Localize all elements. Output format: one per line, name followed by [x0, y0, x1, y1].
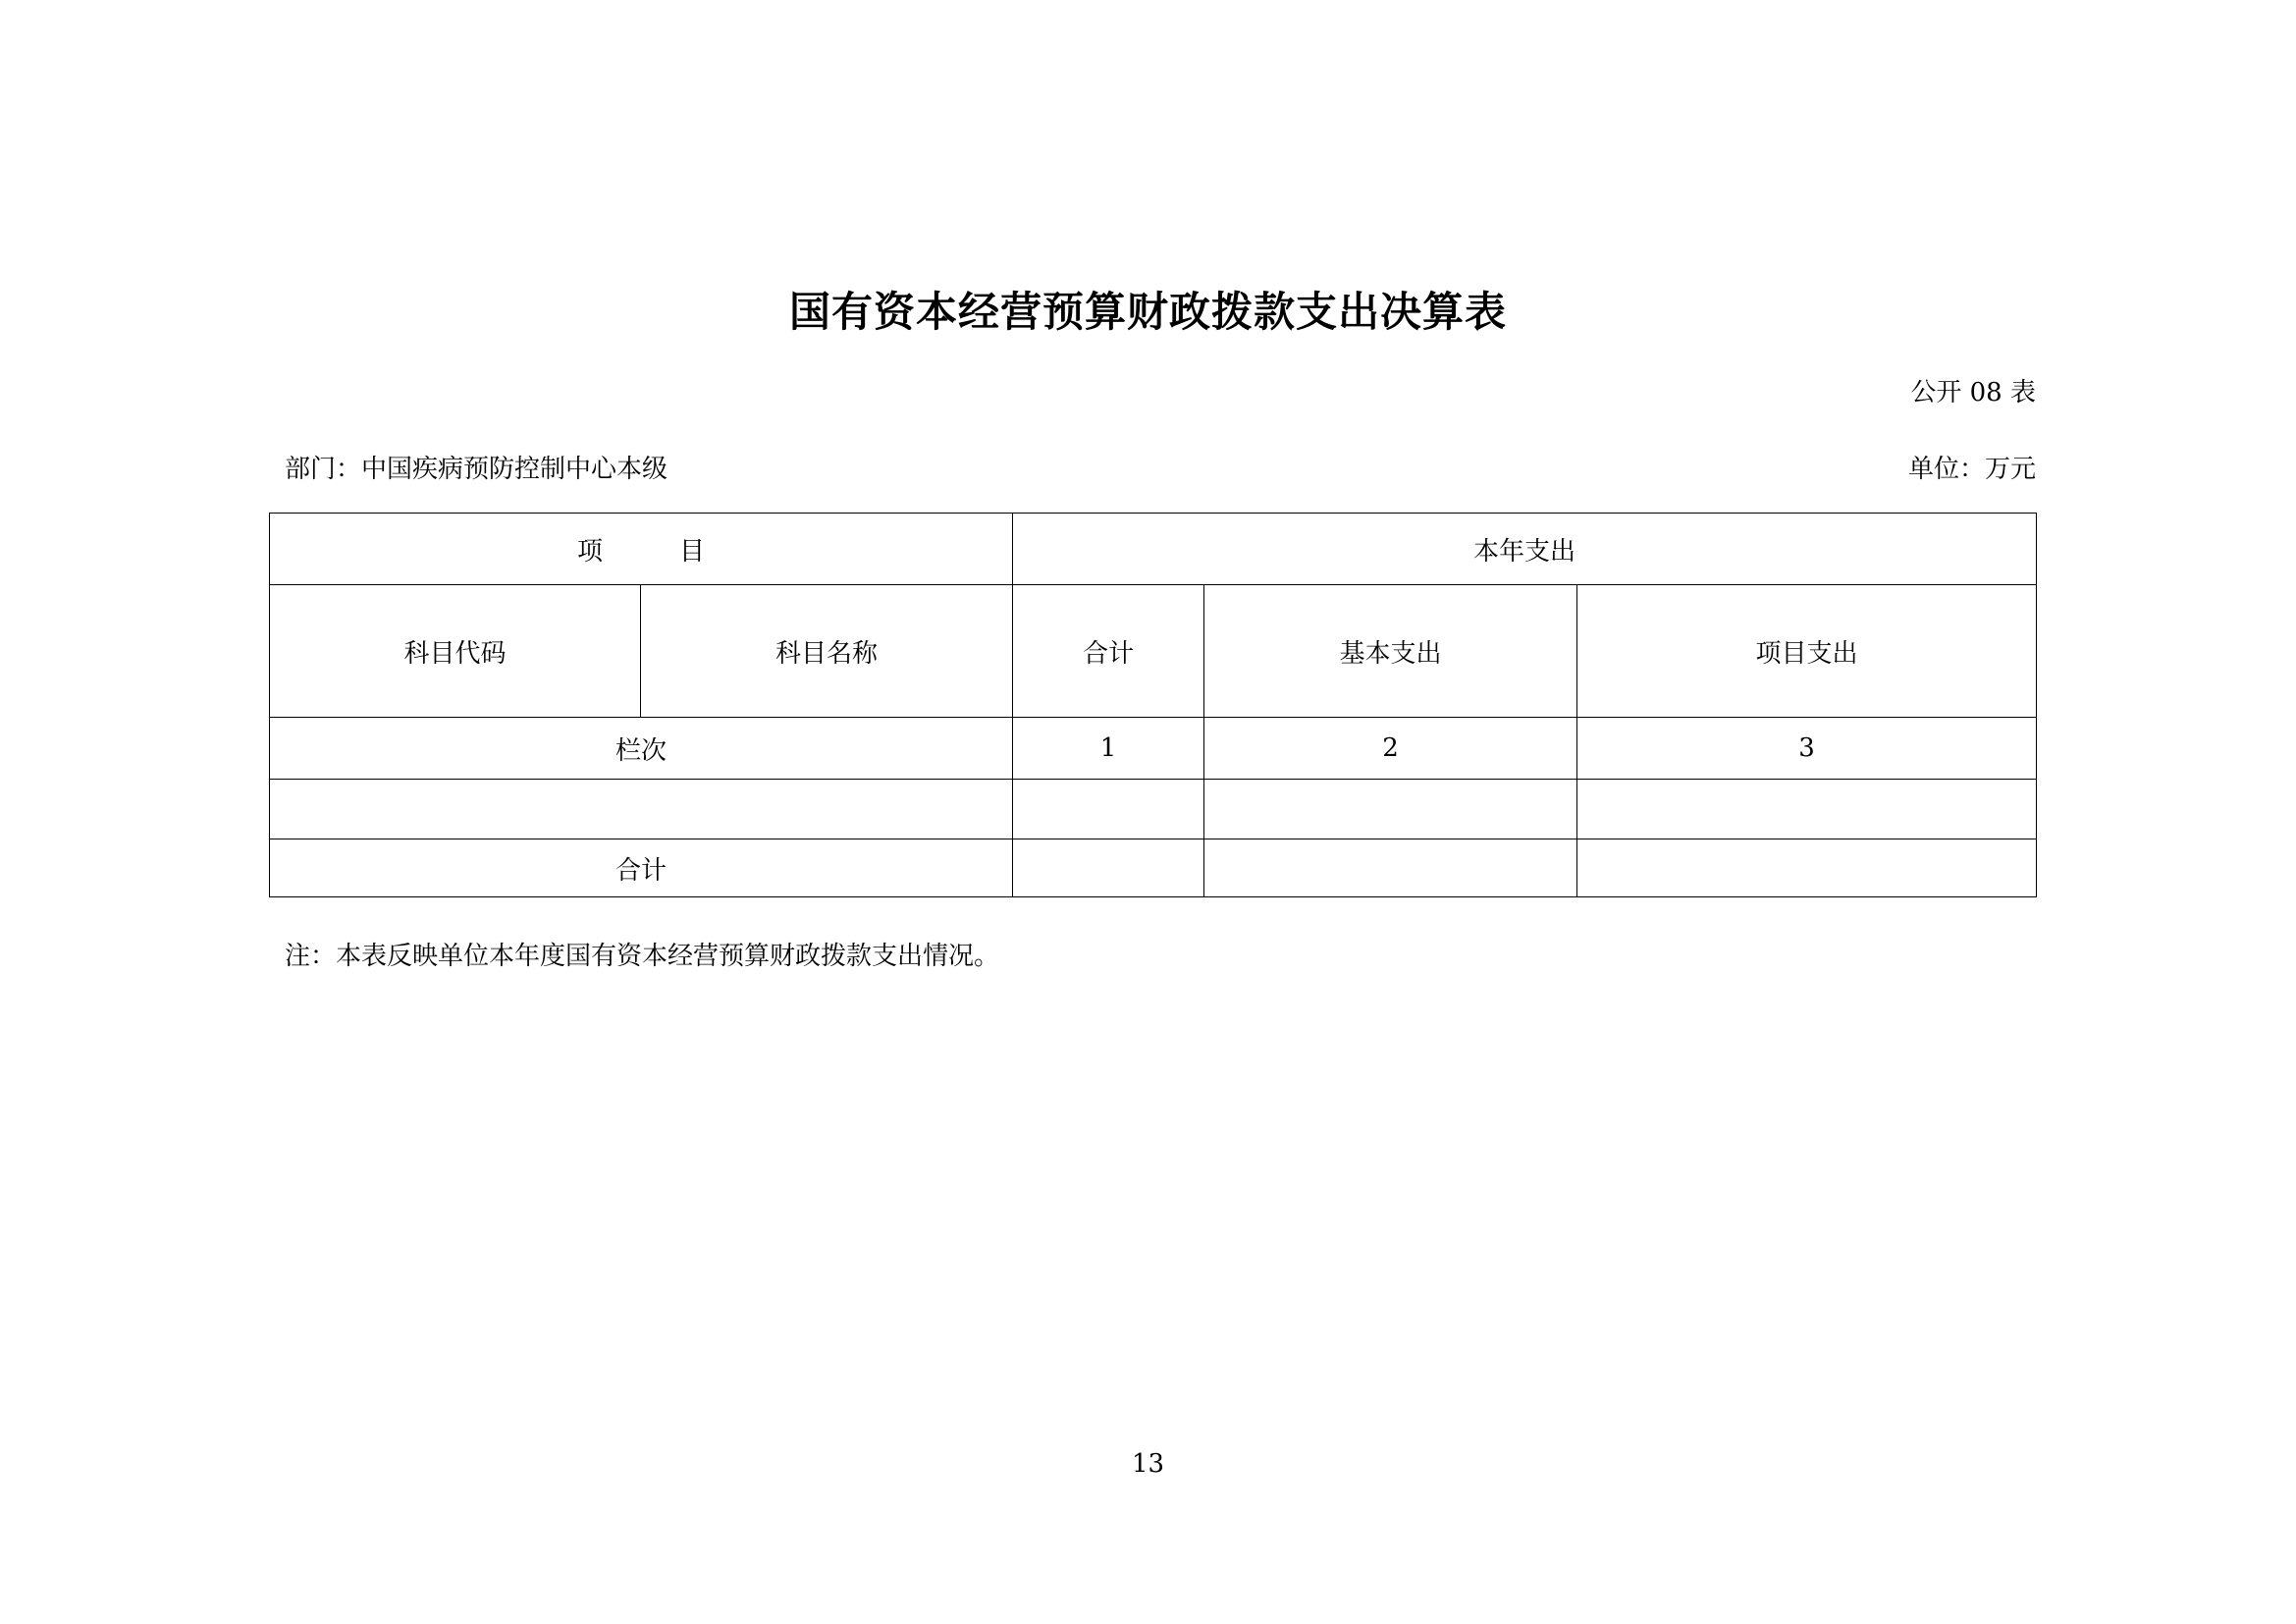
department-label: 部门：中国疾病预防控制中心本级: [285, 455, 668, 484]
col-name-header: 科目名称: [641, 585, 1013, 718]
total-value-basic: [1204, 839, 1577, 897]
table-row: [270, 780, 2037, 839]
column-index-1: 1: [1013, 718, 1204, 780]
table-cell: [1577, 780, 2037, 839]
col-basic-header: 基本支出: [1204, 585, 1577, 718]
col-code-header: 科目代码: [270, 585, 641, 718]
header-item-cell: 项目: [270, 514, 1013, 585]
total-label: 合计: [270, 839, 1013, 897]
column-index-3: 3: [1577, 718, 2037, 780]
total-row: [270, 839, 2037, 897]
column-index-label: 栏次: [270, 718, 1013, 780]
page-title: 国有资本经营预算财政拨款支出决算表: [788, 288, 1507, 336]
column-index-row: [270, 718, 2037, 780]
table-cell: [1204, 780, 1577, 839]
form-code: 公开 08 表: [1910, 378, 2036, 407]
budget-table: [269, 513, 2037, 897]
table-subheader-row: [270, 585, 2037, 718]
table-cell: [1013, 780, 1204, 839]
total-value-total: [1013, 839, 1204, 897]
total-value-project: [1577, 839, 2037, 897]
table-note: 注：本表反映单位本年度国有资本经营预算财政拨款支出情况。: [285, 942, 1000, 971]
page-number: 13: [1131, 1449, 1165, 1479]
col-project-header: 项目支出: [1577, 585, 2037, 718]
table-header-row: [270, 514, 2037, 585]
header-current-year-cell: 本年支出: [1013, 514, 2037, 585]
table-cell: [270, 780, 1013, 839]
unit-label: 单位：万元: [1907, 455, 2036, 484]
col-total-header: 合计: [1013, 585, 1204, 718]
column-index-2: 2: [1204, 718, 1577, 780]
